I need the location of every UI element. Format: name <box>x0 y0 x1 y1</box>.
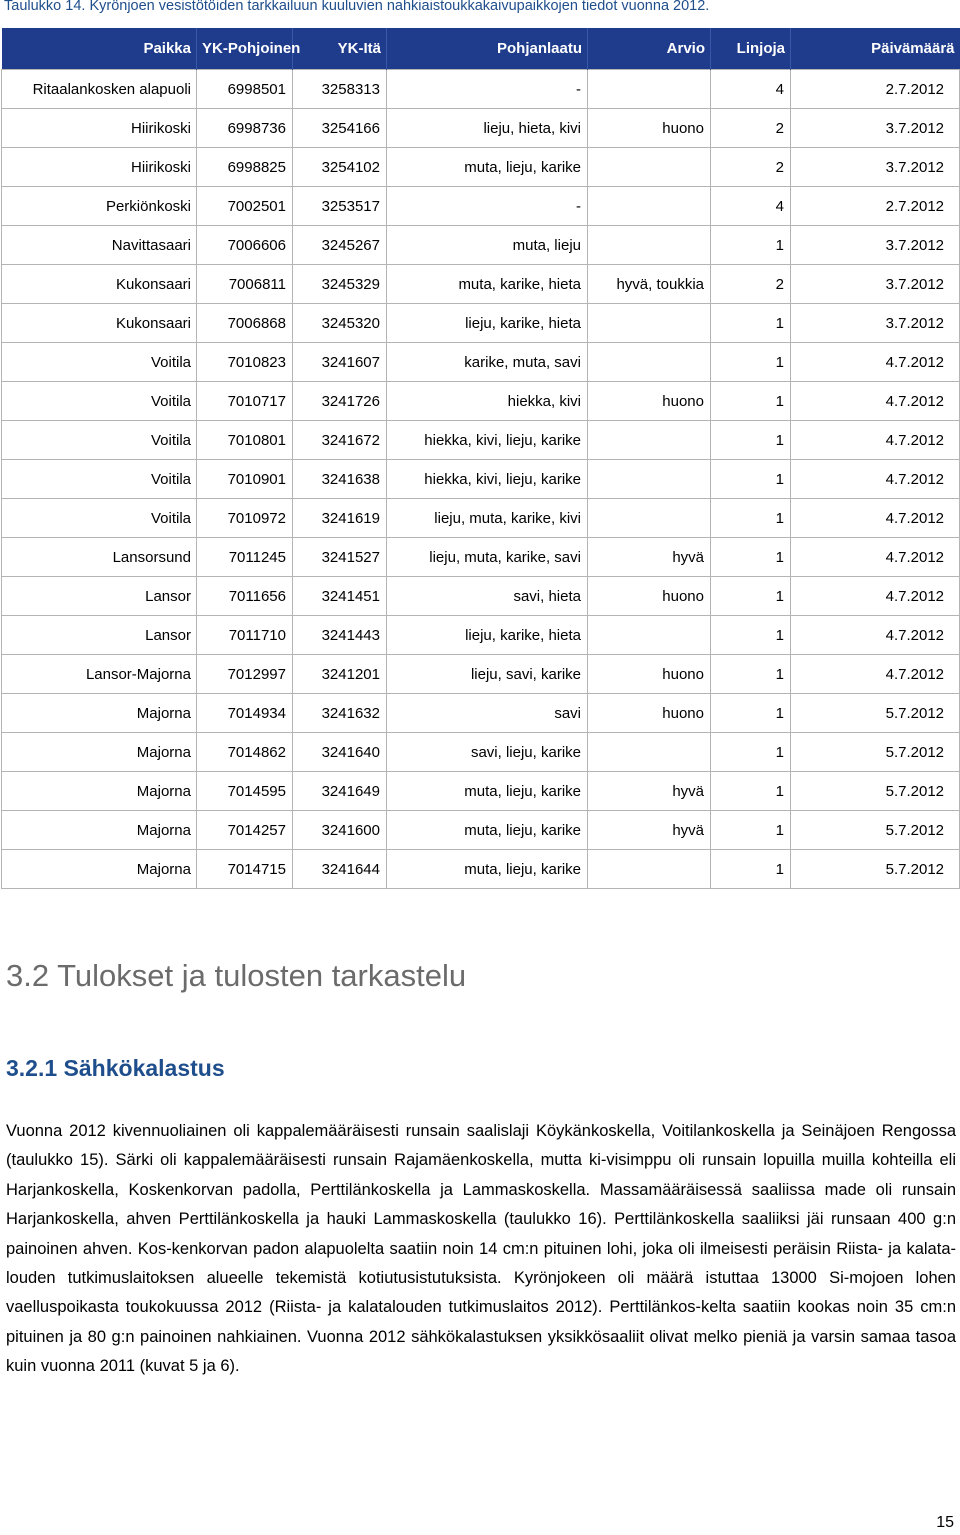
table-row <box>2 148 960 187</box>
table-cell <box>588 616 711 655</box>
table-cell: Lansor <box>2 616 197 655</box>
table-cell: 3241527 <box>293 538 387 577</box>
table-cell: 3254102 <box>293 148 387 187</box>
table-cell: 1 <box>711 499 791 538</box>
table-cell: 3241600 <box>293 811 387 850</box>
table-cell: hiekka, kivi <box>387 382 588 421</box>
table-cell <box>588 850 711 889</box>
table-row <box>2 577 960 616</box>
table-cell: huono <box>588 655 711 694</box>
table-row <box>2 187 960 226</box>
column-header: YK-Pohjoinen <box>197 28 293 70</box>
table-cell: 3.7.2012 <box>791 226 960 265</box>
table-cell: 3258313 <box>293 70 387 109</box>
table-cell: - <box>387 187 588 226</box>
table-cell: 6998501 <box>197 70 293 109</box>
table-cell: Voitila <box>2 382 197 421</box>
table-cell: 3.7.2012 <box>791 304 960 343</box>
table-cell: Lansor <box>2 577 197 616</box>
table-cell: muta, lieju, karike <box>387 772 588 811</box>
table-cell: 1 <box>711 655 791 694</box>
table-cell: 3241649 <box>293 772 387 811</box>
table-cell: savi <box>387 694 588 733</box>
table-row <box>2 850 960 889</box>
table-cell: 3.7.2012 <box>791 265 960 304</box>
table-row <box>2 226 960 265</box>
table-cell: 1 <box>711 811 791 850</box>
table-cell: 7010972 <box>197 499 293 538</box>
table-cell: muta, lieju <box>387 226 588 265</box>
table-cell: Kukonsaari <box>2 304 197 343</box>
table-cell: 2 <box>711 148 791 187</box>
table-cell: 4.7.2012 <box>791 616 960 655</box>
table-row <box>2 694 960 733</box>
table-cell: - <box>387 70 588 109</box>
table-cell: 7010801 <box>197 421 293 460</box>
table-row <box>2 538 960 577</box>
table-cell: lieju, muta, karike, kivi <box>387 499 588 538</box>
table-cell: 5.7.2012 <box>791 733 960 772</box>
table-cell: Hiirikoski <box>2 109 197 148</box>
table-cell: 3241644 <box>293 850 387 889</box>
table-cell: 4.7.2012 <box>791 460 960 499</box>
table-row <box>2 499 960 538</box>
table-cell: 7010901 <box>197 460 293 499</box>
table-cell: 1 <box>711 460 791 499</box>
table-cell: 6998825 <box>197 148 293 187</box>
table-cell: 5.7.2012 <box>791 772 960 811</box>
table-row <box>2 343 960 382</box>
table-cell: 1 <box>711 226 791 265</box>
table-cell: 5.7.2012 <box>791 694 960 733</box>
table-cell: Perkiönkoski <box>2 187 197 226</box>
table-cell: 2 <box>711 109 791 148</box>
column-header: Arvio <box>588 28 711 70</box>
table-cell <box>588 343 711 382</box>
table-cell: 7010717 <box>197 382 293 421</box>
table-cell: 3241672 <box>293 421 387 460</box>
table-cell: lieju, muta, karike, savi <box>387 538 588 577</box>
table-caption: Taulukko 14. Kyrönjoen vesistötöiden tarkkailuun kuuluvien nahkiaistoukkakaivupaikkojen tiedot vuonna 2012. <box>4 0 710 14</box>
table-cell: 3241726 <box>293 382 387 421</box>
table-row <box>2 811 960 850</box>
table-row <box>2 304 960 343</box>
table-cell: lieju, karike, hieta <box>387 304 588 343</box>
table-cell: hyvä <box>588 811 711 850</box>
table-cell: lieju, karike, hieta <box>387 616 588 655</box>
table-cell: 1 <box>711 694 791 733</box>
table-cell: 1 <box>711 772 791 811</box>
table-cell <box>588 70 711 109</box>
table-cell: lieju, savi, karike <box>387 655 588 694</box>
table-cell: 1 <box>711 343 791 382</box>
table-cell: 7006868 <box>197 304 293 343</box>
table-cell: 7014257 <box>197 811 293 850</box>
column-header: Pohjanlaatu <box>387 28 588 70</box>
table-cell: 4 <box>711 70 791 109</box>
table-cell: 3245329 <box>293 265 387 304</box>
table-cell: Voitila <box>2 343 197 382</box>
subsection-heading: 3.2.1 Sähkökalastus <box>6 1055 225 1081</box>
table-row <box>2 382 960 421</box>
table-cell: 3241201 <box>293 655 387 694</box>
table-cell: Majorna <box>2 850 197 889</box>
table-cell <box>588 148 711 187</box>
table-row <box>2 109 960 148</box>
table-cell: 7011710 <box>197 616 293 655</box>
table-cell: 7014862 <box>197 733 293 772</box>
table-row <box>2 772 960 811</box>
table-cell: lieju, hieta, kivi <box>387 109 588 148</box>
table-cell <box>588 226 711 265</box>
table-cell: Majorna <box>2 811 197 850</box>
table-row <box>2 616 960 655</box>
table-cell: 7014934 <box>197 694 293 733</box>
table-cell: 3253517 <box>293 187 387 226</box>
table-cell: hyvä <box>588 538 711 577</box>
table-cell: 4.7.2012 <box>791 499 960 538</box>
table-cell: huono <box>588 382 711 421</box>
table-cell: 3.7.2012 <box>791 109 960 148</box>
table-cell: 3241451 <box>293 577 387 616</box>
table-cell: huono <box>588 577 711 616</box>
table-cell: hiekka, kivi, lieju, karike <box>387 460 588 499</box>
table-cell: 6998736 <box>197 109 293 148</box>
table-cell: 4.7.2012 <box>791 577 960 616</box>
table-cell: 4.7.2012 <box>791 343 960 382</box>
table-cell <box>588 304 711 343</box>
table-cell: 7010823 <box>197 343 293 382</box>
table-cell: Kukonsaari <box>2 265 197 304</box>
table-cell: 7014715 <box>197 850 293 889</box>
table-cell: 3241607 <box>293 343 387 382</box>
table-cell: 5.7.2012 <box>791 811 960 850</box>
table-header-row <box>2 28 960 70</box>
table-cell: 1 <box>711 733 791 772</box>
table-cell: Majorna <box>2 733 197 772</box>
table-row <box>2 460 960 499</box>
table-cell: Voitila <box>2 499 197 538</box>
table-cell <box>588 421 711 460</box>
table-cell <box>588 499 711 538</box>
table-cell: 2.7.2012 <box>791 187 960 226</box>
table-cell: 3245320 <box>293 304 387 343</box>
table-cell: hyvä <box>588 772 711 811</box>
table-cell: 1 <box>711 616 791 655</box>
table-row <box>2 70 960 109</box>
table-cell: 7002501 <box>197 187 293 226</box>
table-cell: savi, hieta <box>387 577 588 616</box>
table-cell: 7011656 <box>197 577 293 616</box>
table-cell: 1 <box>711 850 791 889</box>
table-cell: 3241619 <box>293 499 387 538</box>
table-cell <box>588 187 711 226</box>
table-cell: Navittasaari <box>2 226 197 265</box>
table-cell: hiekka, kivi, lieju, karike <box>387 421 588 460</box>
table-cell: 3.7.2012 <box>791 148 960 187</box>
table-cell: 2 <box>711 265 791 304</box>
table-cell: 4.7.2012 <box>791 382 960 421</box>
column-header: Paikka <box>2 28 197 70</box>
column-header: YK-Itä <box>293 28 387 70</box>
table-cell: 7011245 <box>197 538 293 577</box>
table-cell: Hiirikoski <box>2 148 197 187</box>
table-cell: karike, muta, savi <box>387 343 588 382</box>
table-cell: 4.7.2012 <box>791 655 960 694</box>
table-cell: muta, lieju, karike <box>387 811 588 850</box>
table-cell: muta, lieju, karike <box>387 850 588 889</box>
table-cell: 1 <box>711 538 791 577</box>
table-cell: huono <box>588 109 711 148</box>
table-cell: 1 <box>711 382 791 421</box>
table-cell: 4.7.2012 <box>791 421 960 460</box>
table-cell: 3254166 <box>293 109 387 148</box>
table-cell: 4.7.2012 <box>791 538 960 577</box>
table-cell: hyvä, toukkia <box>588 265 711 304</box>
table-cell: 3241640 <box>293 733 387 772</box>
table-cell: 7014595 <box>197 772 293 811</box>
table-cell: 3245267 <box>293 226 387 265</box>
table-cell: 7012997 <box>197 655 293 694</box>
table-cell: Lansor-Majorna <box>2 655 197 694</box>
body-paragraph: Vuonna 2012 kivennuoliainen oli kappalemääräisesti runsain saalislaji Köykänkoskella, Voitilankoskella ja Seinäjoen Rengossa (taulukko 15). Särki oli kappalemääräisesti runsain Rajamäenkoskella, mutta ki-visimppu oli runsain lopuilla muilla kohteilla eli Harjankoskella, Koskenkorvan padolla, Perttilänkoskella ja Lammaskoskella. Massamääräisessä saaliissa made oli runsain Harjankoskella, ahven Perttilänkoskella ja hauki Lammaskoskella (taulukko 16). Perttilänkoskella saaliiksi jäi runsaan 400 g:n painoinen ahven. Kos-kenkorvan padon alapuolelta saatiin noin 14 cm:n pituinen lohi, joka oli ilmeisesti peräisin Riista- ja kalata-louden tutkimuslaitoksen alueelle tekemistä kotiutusistutuksista. Kyrönjokeen oli määrä istuttaa 13000 Si-mojoen lohen vaelluspoikasta toukokuussa 2012 (Riista- ja kalatalouden tutkimuslaitos 2012). Perttilänkos-kelta saatiin kookas noin 35 cm:n pituinen ja 80 g:n painoinen nahkiainen. Vuonna 2012 sähkökalastuksen yksikkösaaliit olivat melko pieniä ja varsin samaa tasoa kuin vuonna 2011 (kuvat 5 ja 6). <box>6 1122 956 1376</box>
table-cell: Voitila <box>2 460 197 499</box>
table-cell: savi, lieju, karike <box>387 733 588 772</box>
column-header: Linjoja <box>711 28 791 70</box>
table-cell: 1 <box>711 577 791 616</box>
table-cell: huono <box>588 694 711 733</box>
table-cell: Majorna <box>2 772 197 811</box>
table-cell: 3241638 <box>293 460 387 499</box>
table-cell: 7006811 <box>197 265 293 304</box>
table-cell: 1 <box>711 304 791 343</box>
page-number: 15 <box>936 1514 954 1531</box>
table-cell: 2.7.2012 <box>791 70 960 109</box>
table-cell: 1 <box>711 421 791 460</box>
table-row <box>2 733 960 772</box>
section-heading: 3.2 Tulokset ja tulosten tarkastelu <box>6 958 467 993</box>
table-cell: Voitila <box>2 421 197 460</box>
data-table <box>1 28 960 889</box>
table-cell: Ritaalankosken alapuoli <box>2 70 197 109</box>
table-cell: muta, karike, hieta <box>387 265 588 304</box>
table-cell: 5.7.2012 <box>791 850 960 889</box>
table-cell: 3241443 <box>293 616 387 655</box>
table-cell: muta, lieju, karike <box>387 148 588 187</box>
table-cell: 7006606 <box>197 226 293 265</box>
table-cell <box>588 733 711 772</box>
table-cell: Majorna <box>2 694 197 733</box>
column-header: Päivämäärä <box>791 28 960 70</box>
table-cell <box>588 460 711 499</box>
table-cell: 4 <box>711 187 791 226</box>
table-cell: 3241632 <box>293 694 387 733</box>
table-row <box>2 265 960 304</box>
table-cell: Lansorsund <box>2 538 197 577</box>
table-row <box>2 421 960 460</box>
table-row <box>2 655 960 694</box>
